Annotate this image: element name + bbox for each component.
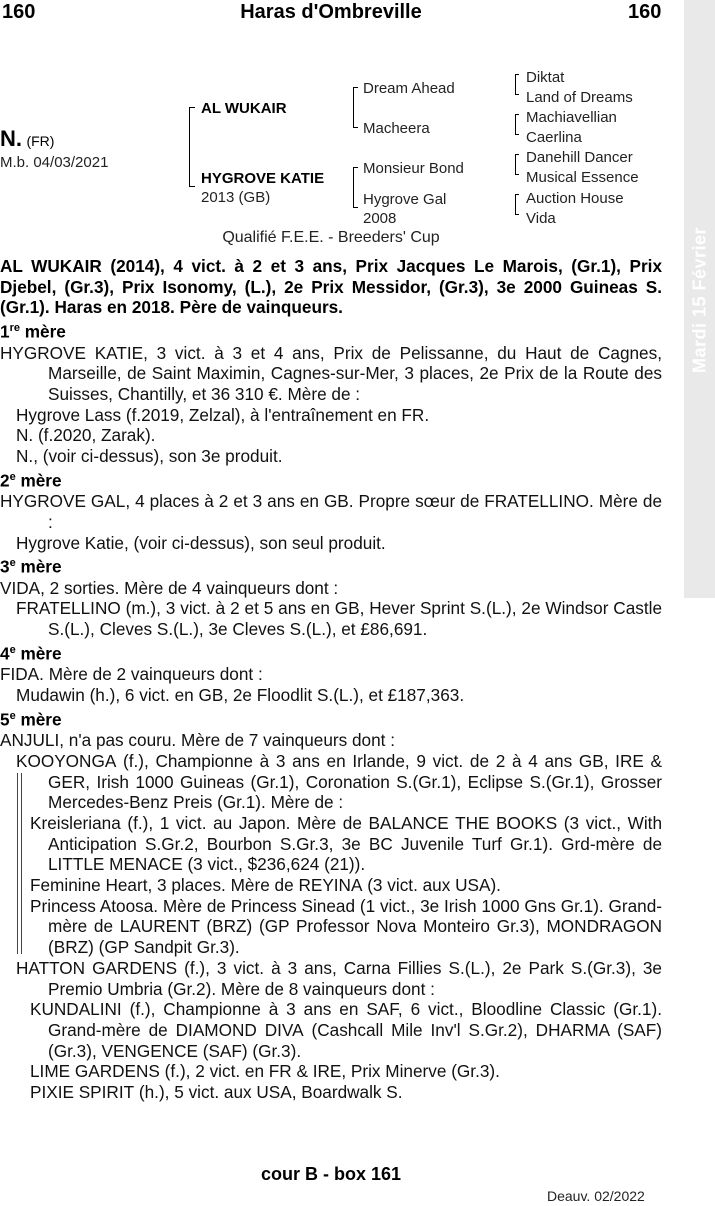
gg-7: Auction House [526,190,624,207]
horse-name: N. [0,126,22,151]
kundalini: KUNDALINI (f.), Championne à 3 ans en SAF, 6 vict., Bloodline Classic (Gr.1). Grand-mère de DIAMOND DIVA (Cashcall Mile Inv'l S.Gr.2), DHARMA (SAF) (Gr.3), VENGENCE (SAF) (Gr.3). [30,999,662,1061]
gg-4: Caerlina [526,129,582,146]
qualification: Qualifié F.E.E. - Breeders' Cup [222,229,440,246]
horse-identity [0,126,54,152]
kooyonga: KOOYONGA (f.), Championne à 3 ans en Irlande, 9 vict. de 2 à 4 ans GB, IRE & GER, Irish 1000 Guineas (Gr.1), Coronation S.(Gr.1), Eclipse S.(Gr.1), Grosser Mercedes-Benz Preis (Gr.1). Mère de : [16,750,662,813]
fourth-dam-text: FIDA. Mère de 2 vainqueurs dont : [0,664,263,685]
pixie-spirit: PIXIE SPIRIT (h.), 5 vict. aux USA, Boardwalk S. [30,1082,403,1103]
horse-description: M.b. 04/03/2021 [0,154,109,171]
section-fourth-dam: 4e mère [0,643,62,664]
fourth-dam-produce: Mudawin (h.), 6 vict. en GB, 2e Floodlit S.(L.), et £187,363. [16,685,465,705]
gg-8: Vida [526,210,556,227]
sire-summary: AL WUKAIR (2014), 4 vict. à 2 et 3 ans, Prix Jacques Le Marois, (Gr.1), Prix Djebel, (Gr.3), Prix Isonomy, (L.), 2e Prix Messidor, (Gr.3), 3e 2000 Guineas S.(Gr.1). Haras en 2018. Père de vainqueurs. [0,256,662,318]
box-location: cour B - box 161 [260,1164,402,1184]
catalogue-body [0,256,662,1103]
first-dam-text: HYGROVE KATIE, 3 vict. à 3 et 4 ans, Prix de Pelissanne, du Haut de Cagnes, Marseille, de Saint Maximin, Cagnes-sur-Mer, 3 places, 2e Prix de la Route des Suisses, Chantilly, et 36 310 €. Mère de : [0,342,662,404]
second-dam-produce: Hygrove Katie, (voir ci-dessus), son seul produit. [16,532,386,553]
kreisleriana: Kreisleriana (f.), 1 vict. au Japon. Mère de BALANCE THE BOOKS (3 vict., With Anticipation S.Gr.2, Bourbon S.Gr.3, 3e BC Juvenile Turf Gr.1). Grd-mère de LITTLE MENACE (3 vict., $236,624 (21)). [30,812,663,875]
pedigree-bracket [189,107,190,186]
kooyonga-group [0,751,662,958]
dam-sire: Monsieur Bond [363,160,464,177]
sire-name: AL WUKAIR [201,100,287,117]
section-third-dam: 3e mère [0,557,62,578]
dam-dam: Hygrove Gal [363,191,447,208]
lot-number-left: 160 [2,1,36,23]
lot-number-right: 160 [628,1,662,23]
hatton-gardens: HATTON GARDENS (f.), 3 vict. à 3 ans, Carna Fillies S.(L.), 2e Park S.(Gr.3), 3e Premio Umbria (Gr.2). Mère de 8 vainqueurs dont : [16,957,662,999]
section-second-dam: 2e mère [0,470,62,491]
princess-atoosa: Princess Atoosa. Mère de Princess Sinead (1 vict., 3e Irish 1000 Gns Gr.1). Grand-mère de LAURENT (BRZ) (GP Professor Nova Monteiro Gr.3), MONDRAGON (BRZ) (GP Sandpit Gr.3). [30,895,663,958]
third-dam-produce: FRATELLINO (m.), 3 vict. à 2 et 5 ans en GB, Hever Sprint S.(L.), 2e Windsor Castle S.(L.), Cleves S.(L.), 3e Cleves S.(L.), et £86,691. [16,598,663,640]
lime-gardens: LIME GARDENS (f.), 2 vict. en FR & IRE, Prix Minerve (Gr.3). [30,1061,500,1082]
feminine-heart: Feminine Heart, 3 places. Mère de REYINA (3 vict. aux USA). [30,875,501,896]
gg-5: Danehill Dancer [526,149,633,166]
fifth-dam-text: ANJULI, n'a pas couru. Mère de 7 vainqueurs dont : [0,730,395,751]
date-side-label: Mardi 15 Février [689,226,710,374]
second-dam-text: HYGROVE GAL, 4 places à 2 et 3 ans en GB. Propre sœur de FRATELLINO. Mère de : [0,491,662,532]
horse-country: (FR) [26,133,55,149]
section-fifth-dam: 5e mère [0,709,62,730]
gg-3: Machiavellian [526,109,617,126]
produce-3: N., (voir ci-dessus), son 3e produit. [16,446,283,467]
dam-dam-year: 2008 [363,210,397,227]
gg-6: Musical Essence [526,169,639,186]
stud-name: Haras d'Ombreville [240,1,422,23]
gg-2: Land of Dreams [526,89,633,106]
catalogue-source: Deauv. 02/2022 [547,1188,645,1204]
third-dam-text: VIDA, 2 sorties. Mère de 4 vainqueurs dont : [0,577,339,598]
dam-year: 2013 (GB) [201,189,271,206]
sire-dam: Macheera [363,120,430,137]
section-first-dam: 1re mère [0,321,66,342]
dam-name: HYGROVE KATIE [201,170,325,187]
gg-1: Diktat [526,69,565,86]
produce-2: N. (f.2020, Zarak). [16,425,156,446]
sire-sire: Dream Ahead [363,80,455,97]
produce-1: Hygrove Lass (f.2019, Zelzal), à l'entraînement en FR. [16,404,430,425]
